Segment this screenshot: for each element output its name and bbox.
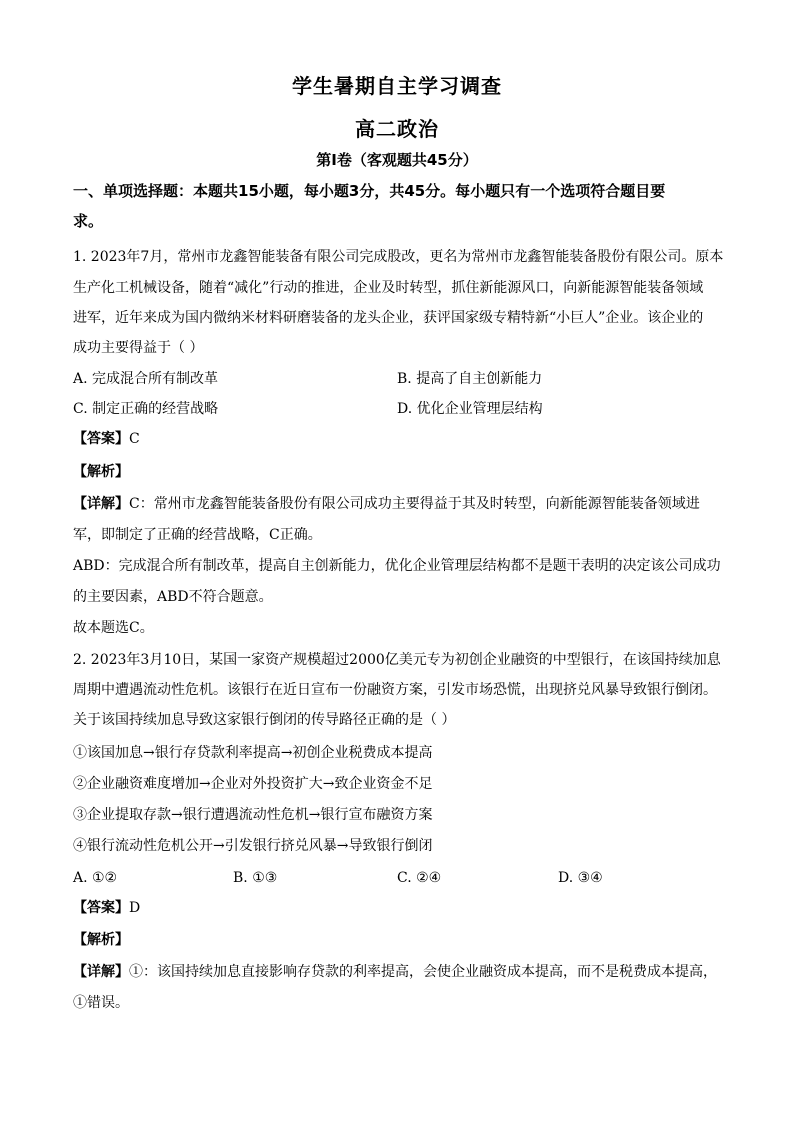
q1-detail-line-3: ABD：完成混合所有制改革，提高自主创新能力，优化企业管理层结构都不是题干表明的决定该公司成功 (73, 558, 721, 574)
q1-detail-text-1: C：常州市龙鑫智能装备股份有限公司成功主要得益于其及时转型，向新能源智能装备领域进 (129, 496, 700, 512)
q2-item-2: ②企业融资难度增加→企业对外投资扩大→致企业资金不足 (73, 776, 433, 792)
section-heading-line-1: 一、单项选择题：本题共15小题，每小题3分，共45分。每小题只有一个选项符合题目要 (73, 182, 666, 200)
q1-option-b: B. 提高了自主创新能力 (397, 371, 543, 387)
q2-stem-line-2: 周期中遭遇流动性危机。该银行在近日宣布一份融资方案，引发市场恐慌，出现挤兑风暴导致银行倒闭。 (73, 682, 717, 698)
q1-detail-tag: 【详解】 (73, 496, 129, 512)
q2-analysis-tag: 【解析】 (73, 932, 129, 948)
q1-detail-line-1 (73, 494, 723, 514)
q2-answer-value: D (129, 900, 141, 916)
q1-option-a: A. 完成混合所有制改革 (73, 371, 219, 387)
q2-answer-tag: 【答案】 (73, 900, 129, 916)
q1-detail-line-5: 故本题选C。 (73, 620, 154, 636)
q2-option-d: D. ③④ (558, 870, 603, 886)
volume-title: 第Ⅰ卷（客观题共45分） (316, 151, 478, 169)
q1-option-d: D. 优化企业管理层结构 (397, 401, 543, 417)
q2-item-3: ③企业提取存款→银行遭遇流动性危机→银行宣布融资方案 (73, 807, 433, 823)
q1-detail-line-2: 军，即制定了正确的经营战略，C正确。 (73, 527, 322, 543)
q2-answer (73, 898, 723, 918)
q2-detail-line-2: ①错误。 (73, 995, 129, 1011)
section-heading-line-2: 求。 (73, 212, 104, 230)
q1-analysis-tag: 【解析】 (73, 464, 129, 480)
q2-detail-text-1: ①：该国持续加息直接影响存贷款的利率提高，会使企业融资成本提高，而不是税费成本提高， (129, 964, 717, 980)
q2-item-1: ①该国加息→银行存贷款利率提高→初创企业税费成本提高 (73, 745, 433, 761)
q1-stem-line-3: 进军，近年来成为国内微纳米材料研磨装备的龙头企业，获评国家级专精特新“小巨人”企业。该企业的 (73, 310, 704, 326)
q1-option-c: C. 制定正确的经营战略 (73, 401, 219, 417)
q2-option-b: B. ①③ (233, 870, 278, 886)
q1-answer-tag: 【答案】 (73, 431, 129, 447)
q1-stem-line-1: 1. 2023年7月，常州市龙鑫智能装备有限公司完成股改，更名为常州市龙鑫智能装备股份有限公司。原本 (73, 249, 724, 265)
subject-title: 高二政治 (355, 117, 439, 141)
q2-stem-line-1: 2. 2023年3月10日，某国一家资产规模超过2000亿美元专为初创企业融资的中型银行，在该国持续加息 (73, 652, 721, 668)
q1-stem-line-2: 生产化工机械设备，随着“减化”行动的推进，企业及时转型，抓住新能源风口，向新能源智能装备领域 (73, 280, 704, 296)
q2-detail-line-1 (73, 962, 723, 982)
q2-detail-tag: 【详解】 (73, 964, 129, 980)
q2-option-c: C. ②④ (397, 870, 442, 886)
q1-stem-line-4: 成功主要得益于（ ） (73, 340, 204, 356)
q1-detail-line-4: 的主要因素，ABD不符合题意。 (73, 589, 273, 605)
q2-stem-line-3: 关于该国持续加息导致这家银行倒闭的传导路径正确的是（ ） (73, 712, 456, 728)
q2-option-a: A. ①② (73, 870, 118, 886)
q1-answer (73, 429, 723, 449)
q1-answer-value: C (129, 431, 140, 447)
document-title: 学生暑期自主学习调查 (292, 74, 502, 98)
q2-item-4: ④银行流动性危机公开→引发银行挤兑风暴→导致银行倒闭 (73, 838, 433, 854)
